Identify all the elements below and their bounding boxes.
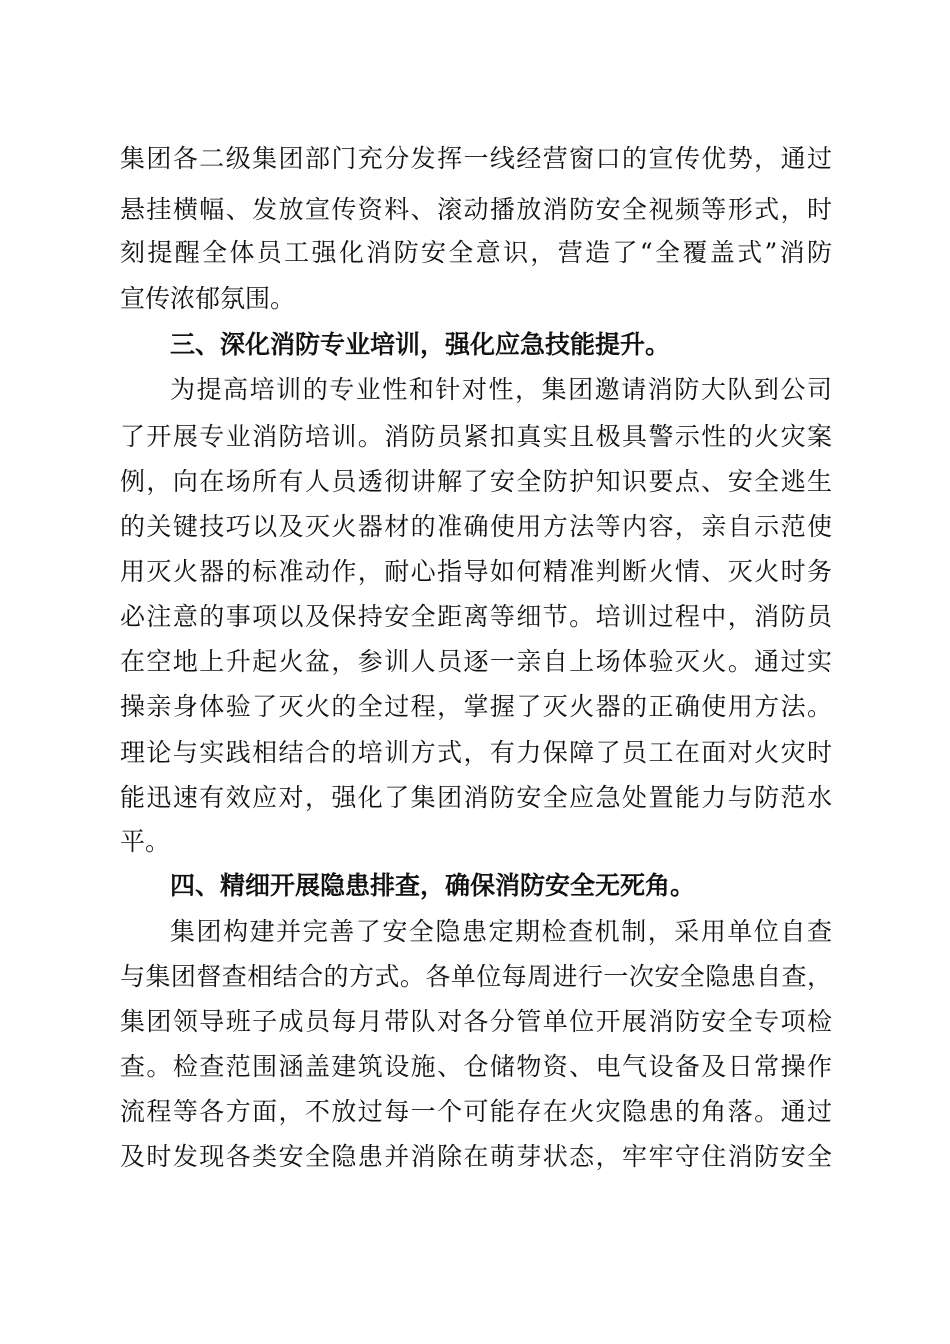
section-heading-4: 四、精细开展隐患排查，确保消防安全无死角。 bbox=[170, 871, 696, 900]
paragraph-line: 操亲身体验了灭火的全过程，掌握了灭火器的正确使用方法。 bbox=[120, 692, 832, 721]
paragraph-line: 理论与实践相结合的培训方式，有力保障了员工在面对火灾时 bbox=[120, 738, 832, 767]
paragraph-line: 集团领导班子成员每月带队对各分管单位开展消防安全专项检 bbox=[120, 1007, 832, 1036]
paragraph-line: 例，向在场所有人员透彻讲解了安全防护知识要点、安全逃生 bbox=[120, 467, 832, 496]
paragraph-line: 用灭火器的标准动作，耐心指导如何精准判断火情、灭火时务 bbox=[120, 557, 832, 586]
paragraph-line: 集团各二级集团部门充分发挥一线经营窗口的宣传优势，通过 bbox=[120, 144, 832, 173]
paragraph-line: 必注意的事项以及保持安全距离等细节。培训过程中，消防员 bbox=[120, 602, 832, 631]
paragraph-line: 为提高培训的专业性和针对性，集团邀请消防大队到公司 bbox=[170, 375, 832, 404]
paragraph-line: 平。 bbox=[120, 827, 171, 856]
paragraph-line: 了开展专业消防培训。消防员紧扣真实且极具警示性的火灾案 bbox=[120, 422, 832, 451]
paragraph-line: 集团构建并完善了安全隐患定期检查机制，采用单位自查 bbox=[170, 917, 832, 946]
paragraph-line: 在空地上升起火盆，参训人员逐一亲自上场体验灭火。通过实 bbox=[120, 647, 832, 676]
paragraph-line: 能迅速有效应对，强化了集团消防安全应急处置能力与防范水 bbox=[120, 783, 832, 812]
paragraph-line: 查。检查范围涵盖建筑设施、仓储物资、电气设备及日常操作 bbox=[120, 1052, 832, 1081]
paragraph-line: 悬挂横幅、发放宣传资料、滚动播放消防安全视频等形式，时 bbox=[120, 195, 832, 224]
paragraph-line: 及时发现各类安全隐患并消除在萌芽状态，牢牢守住消防安全 bbox=[120, 1142, 832, 1171]
paragraph-line: 宣传浓郁氛围。 bbox=[120, 284, 296, 313]
paragraph-line: 流程等各方面，不放过每一个可能存在火灾隐患的角落。通过 bbox=[120, 1097, 832, 1126]
paragraph-line: 的关键技巧以及灭火器材的准确使用方法等内容，亲自示范使 bbox=[120, 512, 832, 541]
paragraph-line: 与集团督查相结合的方式。各单位每周进行一次安全隐患自查， bbox=[120, 962, 832, 991]
section-heading-3: 三、深化消防专业培训，强化应急技能提升。 bbox=[170, 330, 671, 359]
paragraph-line: 刻提醒全体员工强化消防安全意识，营造了“全覆盖式”消防 bbox=[120, 238, 832, 267]
